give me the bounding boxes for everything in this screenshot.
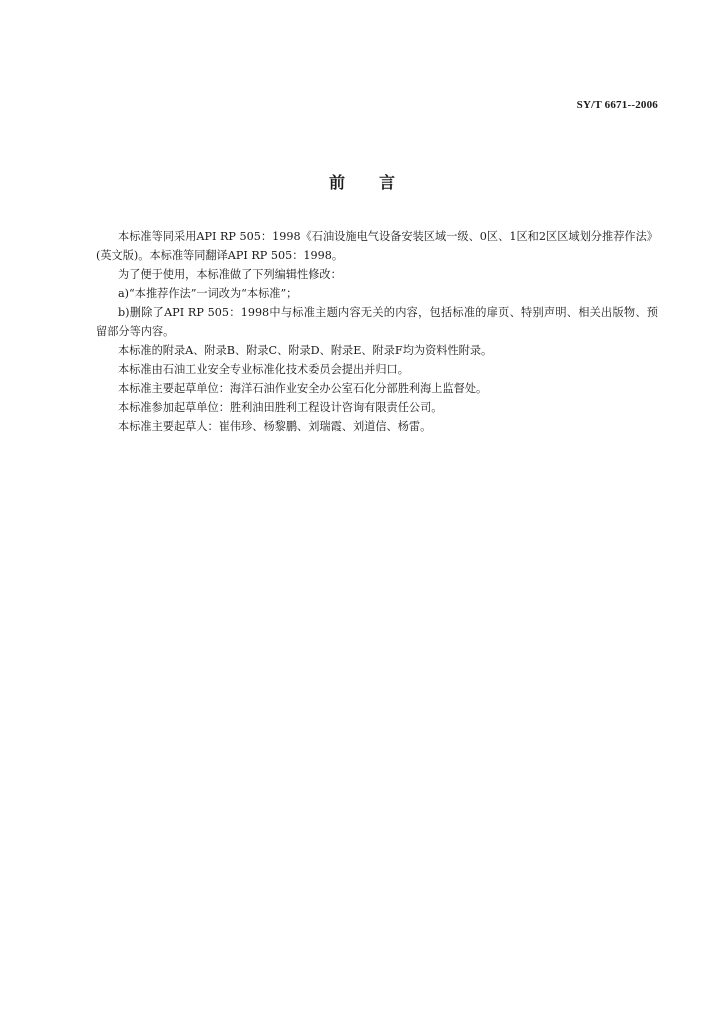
foreword-body (96, 227, 658, 436)
paragraph-adoption: 本标准等同采用API RP 505：1998《石油设施电气设备安装区域一级、0区、1区和2区区域划分推荐作法》(英文版)。本标准等同翻译API RP 505：1998。 (96, 230, 658, 262)
paragraph-proposer: 本标准由石油工业安全专业标准化技术委员会提出并归口。 (118, 363, 409, 376)
paragraph-editorial-intro: 为了便于使用，本标准做了下列编辑性修改： (118, 268, 342, 281)
paragraph-appendices: 本标准的附录A、附录B、附录C、附录D、附录E、附录F均为资料性附录。 (118, 344, 493, 357)
paragraph-main-drafter-unit: 本标准主要起草单位：海洋石油作业安全办公室石化分部胜利海上监督处。 (118, 382, 488, 395)
page-title: 前言 (328, 173, 429, 192)
paragraph-participating-unit: 本标准参加起草单位：胜利油田胜利工程设计咨询有限责任公司。 (118, 401, 443, 414)
paragraph-item-a: a)“本推荐作法”一词改为“本标准”； (118, 287, 298, 300)
paragraph-item-b: b)删除了API RP 505：1998中与标准主题内容无关的内容，包括标准的扉页、特别声明、相关出版物、预留部分等内容。 (96, 306, 658, 338)
standard-code: SY/T 6671--2006 (576, 99, 658, 111)
paragraph-drafters: 本标准主要起草人：崔伟珍、杨黎鹏、刘瑞霞、刘道信、杨雷。 (118, 420, 432, 433)
